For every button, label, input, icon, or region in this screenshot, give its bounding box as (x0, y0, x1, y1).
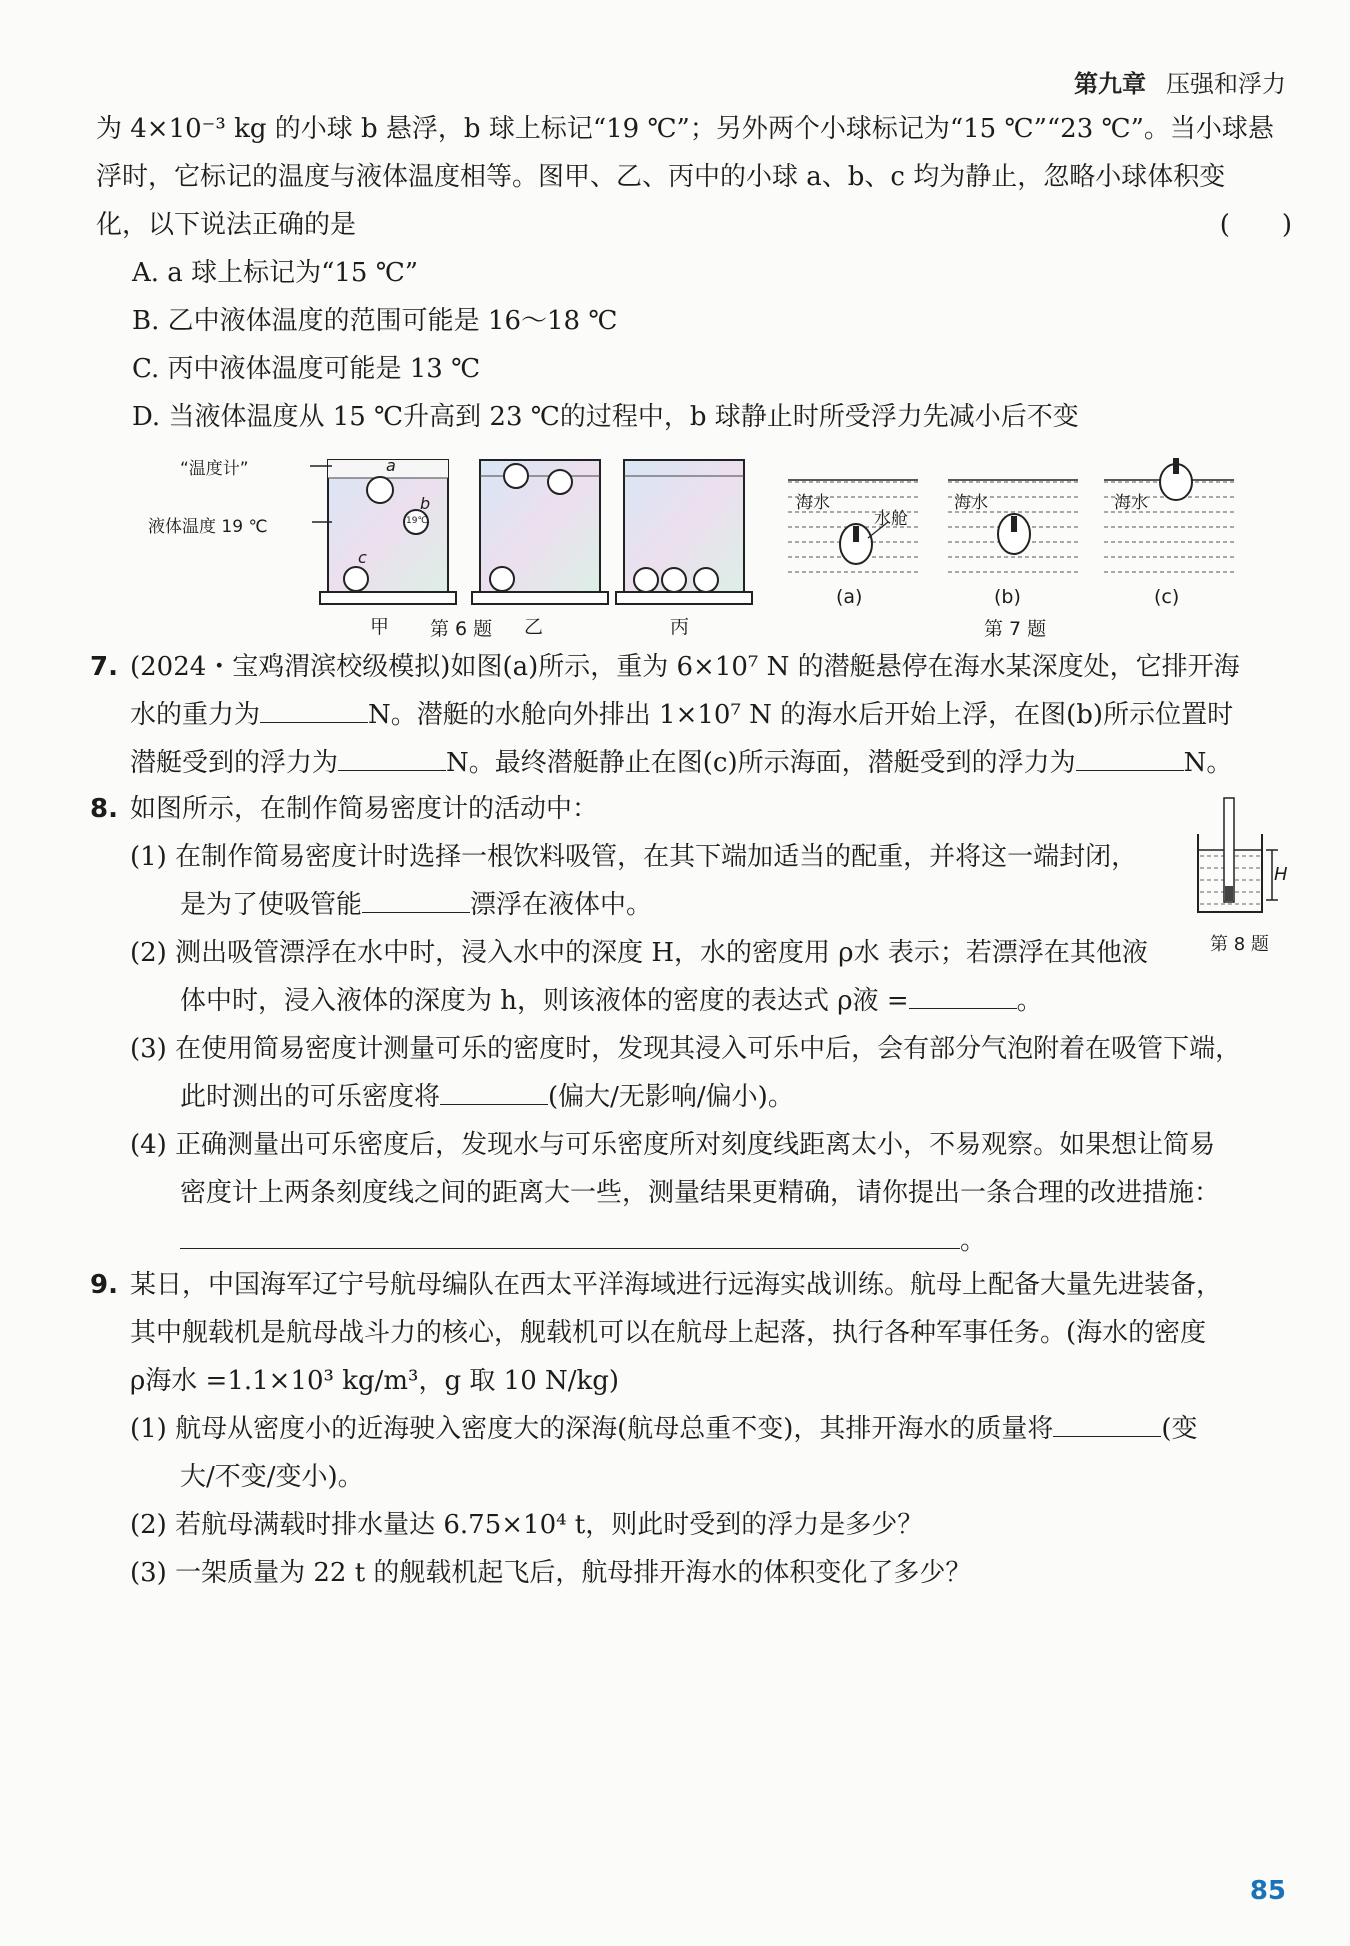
jar-bing (616, 460, 752, 604)
q6-line-1: 为 4×10⁻³ kg 的小球 b 悬浮，b 球上标记“19 ℃”；另外两个小球标记为“15 ℃”“23 ℃”。当小球悬 (96, 114, 1274, 144)
ball-b-label: b (420, 494, 431, 513)
q8-p2b-post: 。 (1016, 986, 1043, 1016)
q8-p4c-post: 。 (960, 1226, 987, 1256)
q7-line-3a: 潜艇受到的浮力为 (130, 748, 339, 778)
q8-p3b (180, 1080, 1350, 1114)
q6-line-2: 浮时，它标记的温度与液体温度相等。图甲、乙、丙中的小球 a、b、c 均为静止，忽略小球体积变 (96, 162, 1226, 192)
label-liquid-temp: 液体温度 19 ℃ (148, 517, 268, 537)
q8-blank-4[interactable] (180, 1224, 960, 1249)
ball-c-label: c (358, 548, 367, 567)
q6-line-3-text: 化，以下说法正确的是 (96, 210, 357, 240)
ball-b-mark: 19℃ (406, 516, 428, 526)
q8-blank-2[interactable] (909, 984, 1017, 1009)
q7-line-1-text: (2024・宝鸡渭滨校级模拟)如图(a)所示，重为 6×10⁷ N 的潜艇悬停在海水某深度处，它排开海 (130, 652, 1240, 682)
figure-8-drawing (1192, 794, 1292, 924)
panel-label-yi: 乙 (524, 616, 544, 638)
panel-label-b: (b) (994, 586, 1021, 608)
q8-p3b-post: (偏大/无影响/偏小)。 (548, 1082, 794, 1112)
jar-yi (472, 460, 608, 604)
q7-line-2a: 水的重力为 (130, 700, 261, 730)
q8-p2a: (2) 测出吸管漂浮在水中时，浸入水中的深度 H，水的密度用 ρ水 表示；若漂浮在其他液 (130, 938, 1148, 968)
answer-paren: ( ) (1219, 210, 1292, 240)
panel-label-jia: 甲 (370, 616, 390, 638)
ball-a-label: a (386, 456, 396, 475)
option-b: B. 乙中液体温度的范围可能是 16～18 ℃ (132, 306, 618, 336)
q7-line-3 (130, 746, 1326, 780)
q8-p1b-pre: 是为了使吸管能 (180, 890, 363, 920)
q6-line-3 (96, 208, 1292, 242)
q7-line-3c: N。 (1183, 748, 1233, 778)
q7-blank-3[interactable] (1076, 746, 1184, 771)
q7-line-2 (130, 698, 1326, 732)
q7-blank-2[interactable] (338, 746, 446, 771)
page-number: 85 (1249, 1876, 1286, 1906)
q8-p1b (180, 888, 1350, 922)
q8-p4b: 密度计上两条刻度线之间的距离大一些，测量结果更精确，请你提出一条合理的改进措施： (180, 1178, 1221, 1208)
q8-blank-3[interactable] (440, 1080, 548, 1105)
q9-number: 9. (90, 1270, 118, 1300)
figure-8-H-label: H (1274, 864, 1288, 885)
figure-8-caption: 第 8 题 (1210, 934, 1269, 955)
figure-6-caption: 第 6 题 (430, 618, 493, 640)
label-thermometer: “温度计” (180, 459, 249, 479)
panel-label-c: (c) (1154, 586, 1180, 608)
q9-p1a-post: (变 (1161, 1414, 1198, 1444)
chapter-label: 第九章 (1074, 70, 1146, 98)
q9-line-1-text: 某日，中国海军辽宁号航母编队在西太平洋海域进行远海实战训练。航母上配备大量先进装备， (130, 1270, 1223, 1300)
figure-8 (1192, 794, 1292, 954)
q8-p4c (180, 1224, 1350, 1258)
page-header (1074, 64, 1286, 99)
q9-p1b: 大/不变/变小)。 (180, 1462, 364, 1492)
panel-label-bing: 丙 (670, 616, 690, 638)
q7-number: 7. (90, 652, 118, 682)
q7-line-3b: N。最终潜艇静止在图(c)所示海面，潜艇受到的浮力为 (446, 748, 1076, 778)
q9-p1a-pre: (1) 航母从密度小的近海驶入密度大的深海(航母总重不变)，其排开海水的质量将 (130, 1414, 1054, 1444)
q8-p4a: (4) 正确测量出可乐密度后，发现水与可乐密度所对刻度线距离太小，不易观察。如果想让简易 (130, 1130, 1216, 1160)
q8-p1b-post: 漂浮在液体中。 (470, 890, 653, 920)
q9-line-2: 其中舰载机是航母战斗力的核心，舰载机可以在航母上起落，执行各种军事任务。(海水的密度 (130, 1318, 1207, 1348)
jar-jia (320, 460, 456, 604)
sea-label-b: 海水 (954, 493, 988, 513)
q8-blank-1[interactable] (362, 888, 470, 913)
q8-p1a: (1) 在制作简易密度计时选择一根饮料吸管，在其下端加适当的配重，并将这一端封闭， (130, 842, 1138, 872)
tank-label: 水舱 (874, 509, 908, 529)
sea-label-a: 海水 (796, 493, 830, 513)
figure-7-caption: 第 7 题 (984, 618, 1047, 640)
panel-label-a: (a) (836, 586, 863, 608)
q8-intro: 如图所示，在制作简易密度计的活动中： (130, 794, 599, 824)
q9-p3: (3) 一架质量为 22 t 的舰载机起飞后，航母排开海水的体积变化了多少？ (130, 1558, 972, 1588)
q9-p2: (2) 若航母满载时排水量达 6.75×10⁴ t，则此时受到的浮力是多少？ (130, 1510, 924, 1540)
q9-blank-1[interactable] (1053, 1412, 1161, 1437)
q8-p3b-pre: 此时测出的可乐密度将 (180, 1082, 441, 1112)
q9-line-3: ρ海水 =1.1×10³ kg/m³，g 取 10 N/kg) (130, 1366, 620, 1396)
q8-p2b (180, 984, 1350, 1018)
q8-number: 8. (90, 794, 118, 824)
chapter-title: 压强和浮力 (1166, 70, 1286, 98)
q8-p3a: (3) 在使用简易密度计测量可乐的密度时，发现其浸入可乐中后，会有部分气泡附着在吸管下端， (130, 1034, 1242, 1064)
option-c: C. 丙中液体温度可能是 13 ℃ (132, 354, 481, 384)
option-d: D. 当液体温度从 15 ℃升高到 23 ℃的过程中，b 球静止时所受浮力先减小后不变 (132, 402, 1079, 432)
q8-p2b-pre: 体中时，浸入液体的深度为 h，则该液体的密度的表达式 ρ液 = (180, 986, 909, 1016)
sea-label-c: 海水 (1114, 493, 1148, 513)
q7-blank-1[interactable] (260, 698, 368, 723)
q7-line-2b: N。潜艇的水舱向外排出 1×10⁷ N 的海水后开始上浮，在图(b)所示位置时 (368, 700, 1234, 730)
q9-p1a (130, 1412, 1326, 1446)
option-a: A. a 球上标记为“15 ℃” (132, 258, 419, 288)
